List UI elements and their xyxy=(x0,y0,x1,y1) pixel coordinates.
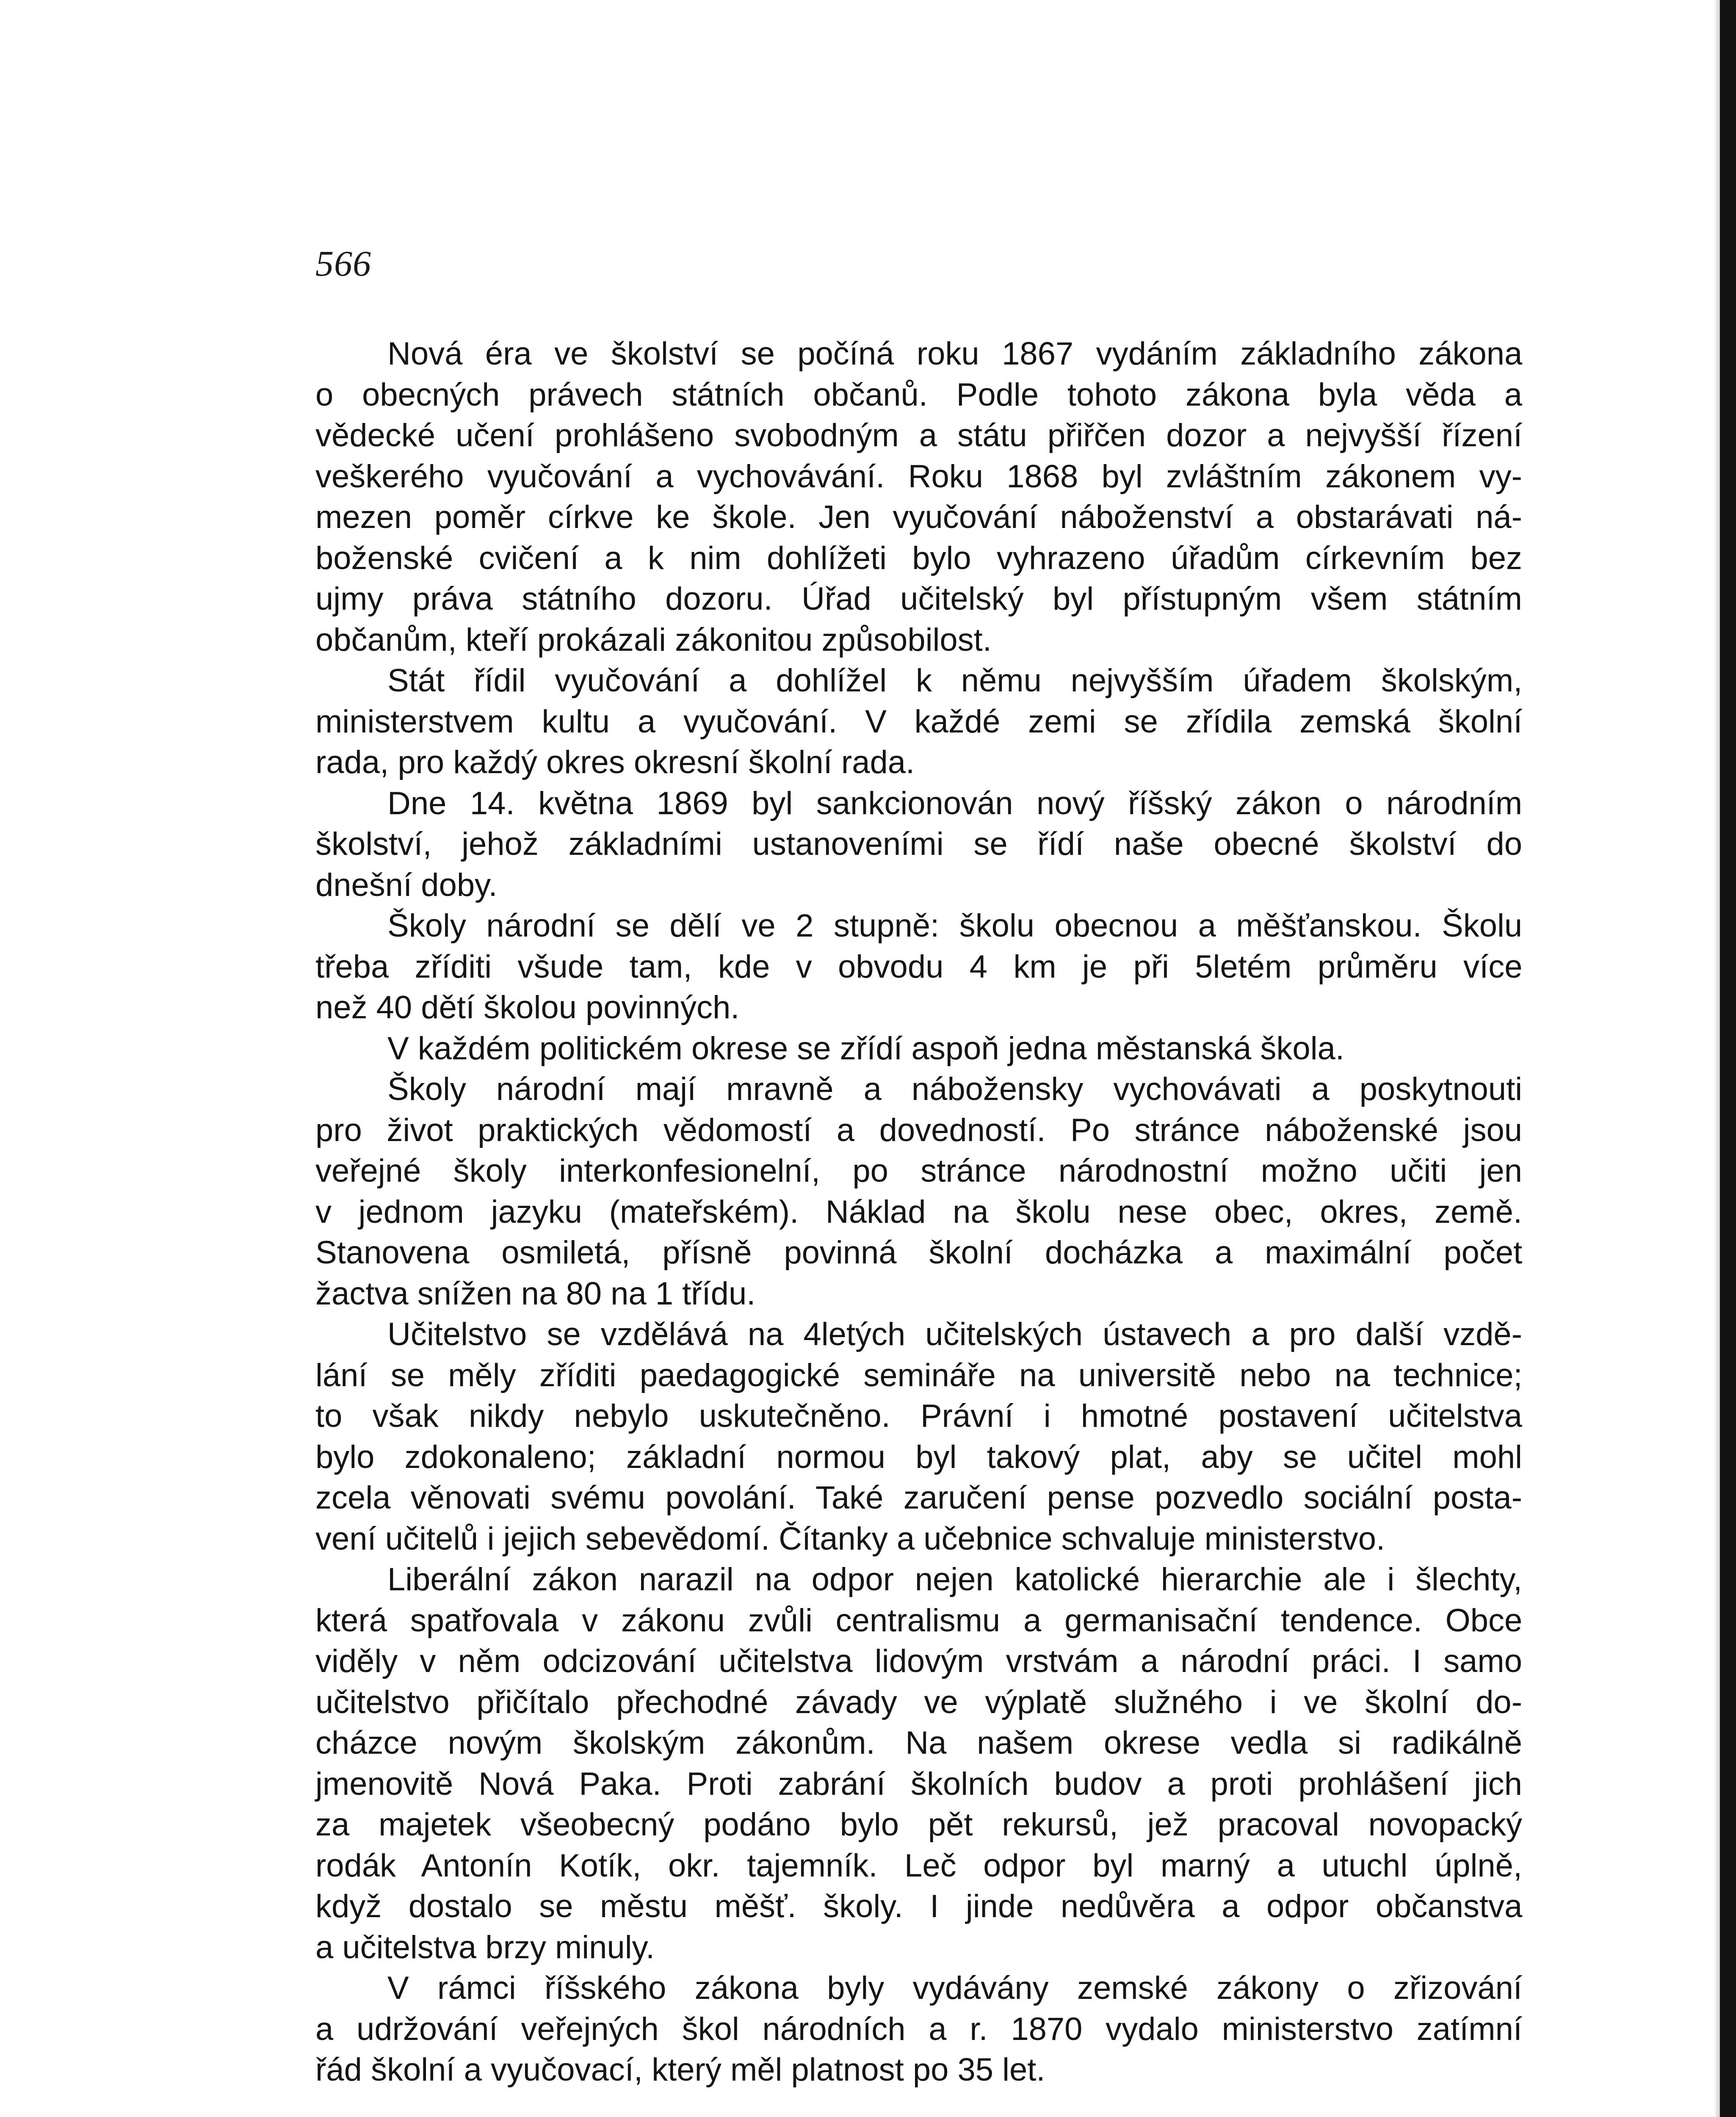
paragraph xyxy=(315,661,1522,783)
paragraph xyxy=(315,1028,1522,1070)
text-line: zcela věnovati svému povolání. Také zaručení pense pozvedlo sociální posta- xyxy=(315,1480,1522,1516)
text-line: bylo zdokonaleno; základní normou byl takový plat, aby se učitel mohl xyxy=(315,1439,1522,1475)
text-line: V rámci říšského zákona byly vydávány zemské zákony o zřizování xyxy=(387,1970,1523,2006)
text-line: boženské cvičení a k nim dohlížeti bylo vyhrazeno úřadům církevním bez xyxy=(315,540,1522,576)
text-line: Stát řídil vyučování a dohlížel k němu nejvyšším úřadem školským, xyxy=(387,663,1523,699)
paragraph xyxy=(315,1314,1522,1559)
text-line: občanům, kteří prokázali zákonitou způsobilost. xyxy=(315,622,992,658)
text-line: Nová éra ve školství se počíná roku 1867 vydáním základního zákona xyxy=(387,336,1523,372)
text-line: vení učitelů i jejich sebevědomí. Čítanky a učebnice schvaluje ministerstvo. xyxy=(315,1520,1385,1557)
text-line: Školy národní mají mravně a nábožensky vychovávati a poskytnouti xyxy=(387,1071,1523,1107)
paragraph xyxy=(315,1069,1522,1314)
text-line: než 40 dětí školou povinných. xyxy=(315,989,740,1025)
text-line: Učitelstvo se vzdělává na 4letých učitelských ústavech a pro další vzdě- xyxy=(387,1316,1522,1352)
text-line: dnešní doby. xyxy=(315,867,498,903)
paragraph xyxy=(315,783,1522,906)
text-line: řád školní a vyučovací, který měl platnost po 35 let. xyxy=(315,2052,1045,2088)
text-line: veškerého vyučování a vychovávání. Roku 1868 byl zvláštním zákonem vy- xyxy=(315,458,1522,495)
text-line: když dostalo se městu měšť. školy. I jinde nedůvěra a odpor občanstva xyxy=(315,1888,1523,1924)
text-line: Dne 14. května 1869 byl sankcionován nový říšský zákon o národním xyxy=(387,785,1523,821)
text-line: vědecké učení prohlášeno svobodným a státu přiřčen dozor a nejvyšší řízení xyxy=(315,417,1523,453)
text-line: o obecných právech státních občanů. Podle tohoto zákona byla věda a xyxy=(315,376,1522,413)
text-line: která spatřovala v zákonu zvůli centralismu a germanisační tendence. Obce xyxy=(315,1602,1523,1639)
text-line: a udržování veřejných škol národních a r. 1870 vydalo ministerstvo zatímní xyxy=(315,2011,1522,2047)
text-line: mezen poměr církve ke škole. Jen vyučování náboženství a obstarávati ná- xyxy=(315,499,1522,535)
text-line: učitelstvo přičítalo přechodné závady ve výplatě služného i ve školní do- xyxy=(315,1684,1522,1720)
text-line: V každém politickém okrese se zřídí aspoň jedna městanská škola. xyxy=(387,1030,1344,1067)
text-line: viděly v něm odcizování učitelstva lidovým vrstvám a národní práci. I samo xyxy=(315,1643,1523,1679)
text-line: cházce novým školským zákonům. Na našem okrese vedla si radikálně xyxy=(315,1725,1523,1761)
body-text xyxy=(315,334,1522,2091)
text-line: Liberální zákon narazil na odpor nejen katolické hierarchie ale i šlechty, xyxy=(387,1561,1522,1597)
page-number: 566 xyxy=(315,243,371,284)
text-line: Školy národní se dělí ve 2 stupně: školu obecnou a měšťanskou. Školu xyxy=(387,908,1523,944)
scan-border xyxy=(1720,0,1736,2117)
text-line: ministerstvem kultu a vyučování. V každé zemi se zřídila zemská školní xyxy=(315,703,1523,740)
text-line: Stanovena osmiletá, přísně povinná školní docházka a maximální počet xyxy=(315,1235,1523,1271)
text-line: v jednom jazyku (mateřském). Náklad na školu nese obec, okres, země. xyxy=(315,1194,1522,1230)
text-line: to však nikdy nebylo uskutečněno. Právní i hmotné postavení učitelstva xyxy=(315,1398,1522,1434)
text-line: pro život praktických vědomostí a dovedností. Po stránce náboženské jsou xyxy=(315,1112,1522,1148)
text-line: a učitelstva brzy minuly. xyxy=(315,1929,655,1965)
text-line: žactva snížen na 80 na 1 třídu. xyxy=(315,1275,756,1312)
text-line: třeba zříditi všude tam, kde v obvodu 4 km je při 5letém průměru více xyxy=(315,948,1523,985)
text-line: školství, jehož základními ustanoveními se řídí naše obecné školství do xyxy=(315,826,1522,862)
text-line: jmenovitě Nová Paka. Proti zabrání školních budov a proti prohlášení jich xyxy=(315,1766,1522,1802)
text-line: rodák Antonín Kotík, okr. tajemník. Leč odpor byl marný a utuchl úplně, xyxy=(315,1847,1522,1884)
paragraph xyxy=(315,1559,1522,1968)
paragraph xyxy=(315,906,1522,1028)
paragraph xyxy=(315,1968,1522,2091)
text-line: ujmy práva státního dozoru. Úřad učitelský byl přístupným všem státním xyxy=(315,581,1522,617)
text-line: lání se měly zříditi paedagogické semináře na universitě nebo na technice; xyxy=(315,1357,1523,1393)
text-line: rada, pro každý okres okresní školní rada. xyxy=(315,744,915,780)
text-line: veřejné školy interkonfesionelní, po stránce národnostní možno učiti jen xyxy=(315,1153,1523,1189)
text-line: za majetek všeobecný podáno bylo pět rekursů, jež pracoval novopacký xyxy=(315,1807,1522,1843)
paragraph xyxy=(315,334,1522,661)
page-edge-shadow xyxy=(1714,0,1720,2117)
